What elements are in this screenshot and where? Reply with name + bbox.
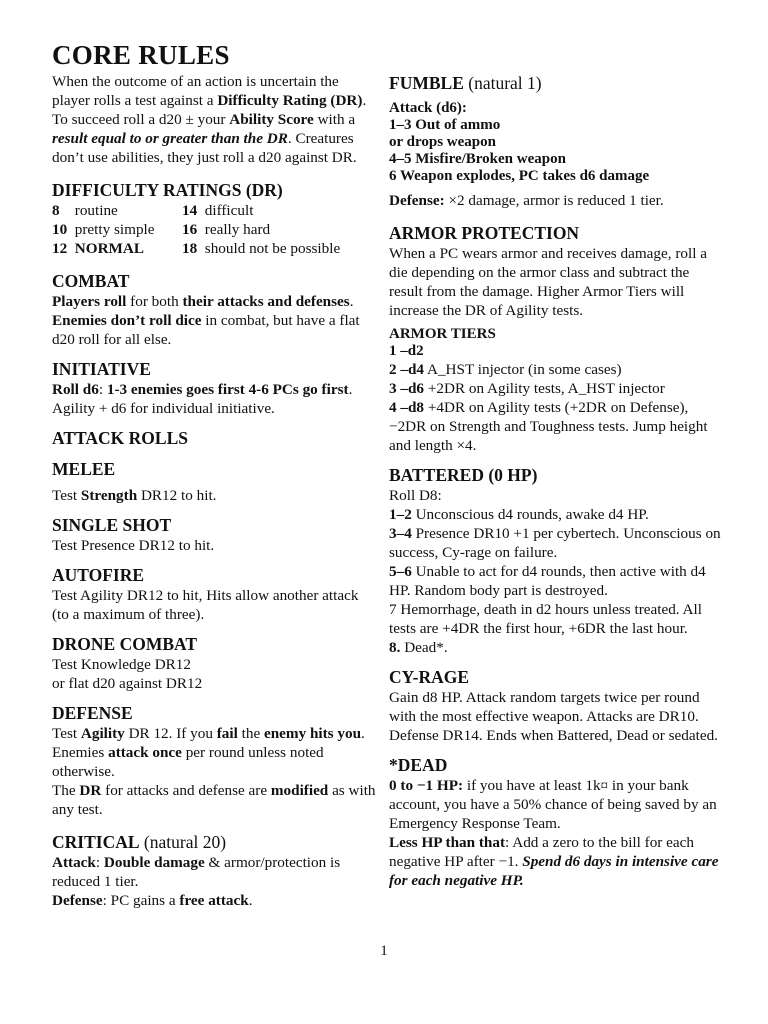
core-rules-paragraph: When the outcome of an action is uncertain the player rolls a test against a Difficulty Rating (DR). To succeed roll a d20 ± your Ability Score with a result equal to or greater than the DR. Creatures don’t use abilities, they just roll a d20 against DR. [52, 73, 367, 166]
battered-result: 3–4 Presence DR10 +1 per cybertech. Unconscious on success, Cy-rage on failure. [389, 525, 721, 561]
right-column [389, 72, 721, 890]
fumble-defense-paragraph: Defense: ×2 damage, armor is reduced 1 tier. [389, 192, 664, 209]
dead-paragraph: 0 to −1 HP: if you have at least 1k¤ in your bank account, you have a 50% chance of being saved by an Emergency Response Team. [389, 777, 717, 832]
drone-combat-heading: DRONE COMBAT [52, 634, 198, 654]
melee-heading: MELEE [52, 459, 116, 479]
armor-tier-4: 4 –d8 +4DR on Agility tests (+2DR on Defense), −2DR on Strength and Toughness tests. Jump height and length ×4. [389, 399, 708, 454]
critical-heading: CRITICAL (natural 20) [52, 832, 227, 852]
initiative-paragraph: Roll d6: 1-3 enemies goes first 4-6 PCs go first. Agility + d6 for individual initiative. [52, 381, 353, 417]
dr-row: 12 NORMAL [52, 240, 144, 257]
armor-tier-1: 1 –d2 [389, 343, 424, 359]
initiative-heading: INITIATIVE [52, 359, 151, 379]
critical-attack-paragraph: Attack: Double damage & armor/protection is reduced 1 tier. [52, 854, 341, 890]
dead-heading: *DEAD [389, 755, 448, 775]
defense-heading: DEFENSE [52, 703, 133, 723]
fumble-attack-line: 4–5 Misfire/Broken weapon [389, 151, 566, 167]
dr-row: 18 should not be possible [182, 240, 341, 257]
dr-row: 8 routine [52, 202, 118, 219]
battered-roll: Roll D8: [389, 487, 442, 504]
drone-combat-line: Test Knowledge DR12 [52, 656, 191, 673]
combat-heading: COMBAT [52, 271, 130, 291]
difficulty-table [52, 201, 378, 258]
dr-row: 14 difficult [182, 202, 254, 219]
armor-tier-3: 3 –d6 +2DR on Agility tests, A_HST injector [389, 380, 665, 397]
attack-rolls-heading: ATTACK ROLLS [52, 428, 188, 448]
dr-row: 10 pretty simple [52, 221, 155, 238]
drone-combat-line: or flat d20 against DR12 [52, 675, 203, 692]
battered-heading: BATTERED (0 HP) [389, 465, 538, 485]
critical-defense-paragraph: Defense: PC gains a free attack. [52, 892, 253, 909]
cy-rage-paragraph: Gain d8 HP. Attack random targets twice per round with the most effective weapon. Attacks are DR10. Defense DR14. Ends when Battered, Dead or sedated. [389, 689, 718, 744]
page-number: 1 [380, 943, 388, 959]
single-shot-heading: SINGLE SHOT [52, 515, 172, 535]
fumble-attack-line: 6 Weapon explodes, PC takes d6 damage [389, 168, 650, 184]
armor-tier-2: 2 –d4 A_HST injector (in some cases) [389, 361, 622, 378]
dr-row: 16 really hard [182, 221, 271, 238]
battered-result: 7 Hemorrhage, death in d2 hours unless treated. All tests are +4DR the first hour, +6DR the last hour. [389, 601, 702, 637]
fumble-attack-label: Attack (d6): [389, 100, 467, 116]
melee-paragraph: Test Strength DR12 to hit. [52, 487, 217, 504]
battered-result: 1–2 Unconscious d4 rounds, awake d4 HP. [389, 506, 649, 523]
combat-paragraph: Players roll for both their attacks and defenses. Enemies don’t roll dice in combat, but have a flat d20 roll for all else. [52, 293, 360, 348]
defense-paragraph: Test Agility DR 12. If you fail the enemy hits you. Enemies attack once per round unless noted otherwise. [52, 725, 365, 780]
fumble-attack-line: or drops weapon [389, 134, 496, 150]
fumble-heading: FUMBLE (natural 1) [389, 73, 542, 93]
difficulty-heading: DIFFICULTY RATINGS (DR) [52, 180, 283, 200]
battered-result: 8. Dead*. [389, 639, 448, 656]
battered-result: 5–6 Unable to act for d4 rounds, then active with d4 HP. Random body part is destroyed. [389, 563, 706, 599]
armor-protection-paragraph: When a PC wears armor and receives damage, roll a die depending on the armor class and subtract the result from the damage. Higher Armor Tiers will increase the DR of Agility tests. [389, 245, 707, 319]
left-column [52, 72, 378, 910]
page-title: CORE RULES [52, 40, 230, 70]
fumble-attack-line: 1–3 Out of ammo [389, 117, 501, 133]
single-shot-paragraph: Test Presence DR12 to hit. [52, 537, 215, 554]
autofire-paragraph: Test Agility DR12 to hit, Hits allow another attack (to a maximum of three). [52, 587, 359, 623]
dead-paragraph-2: Less HP than that: Add a zero to the bill for each negative HP after −1. Spend d6 days in intensive care for each negative HP. [389, 834, 719, 889]
cy-rage-heading: CY-RAGE [389, 667, 470, 687]
armor-tiers-heading: ARMOR TIERS [389, 326, 496, 342]
defense-modifier-paragraph: The DR for attacks and defense are modified as with any test. [52, 782, 376, 818]
autofire-heading: AUTOFIRE [52, 565, 145, 585]
armor-protection-heading: ARMOR PROTECTION [389, 223, 580, 243]
